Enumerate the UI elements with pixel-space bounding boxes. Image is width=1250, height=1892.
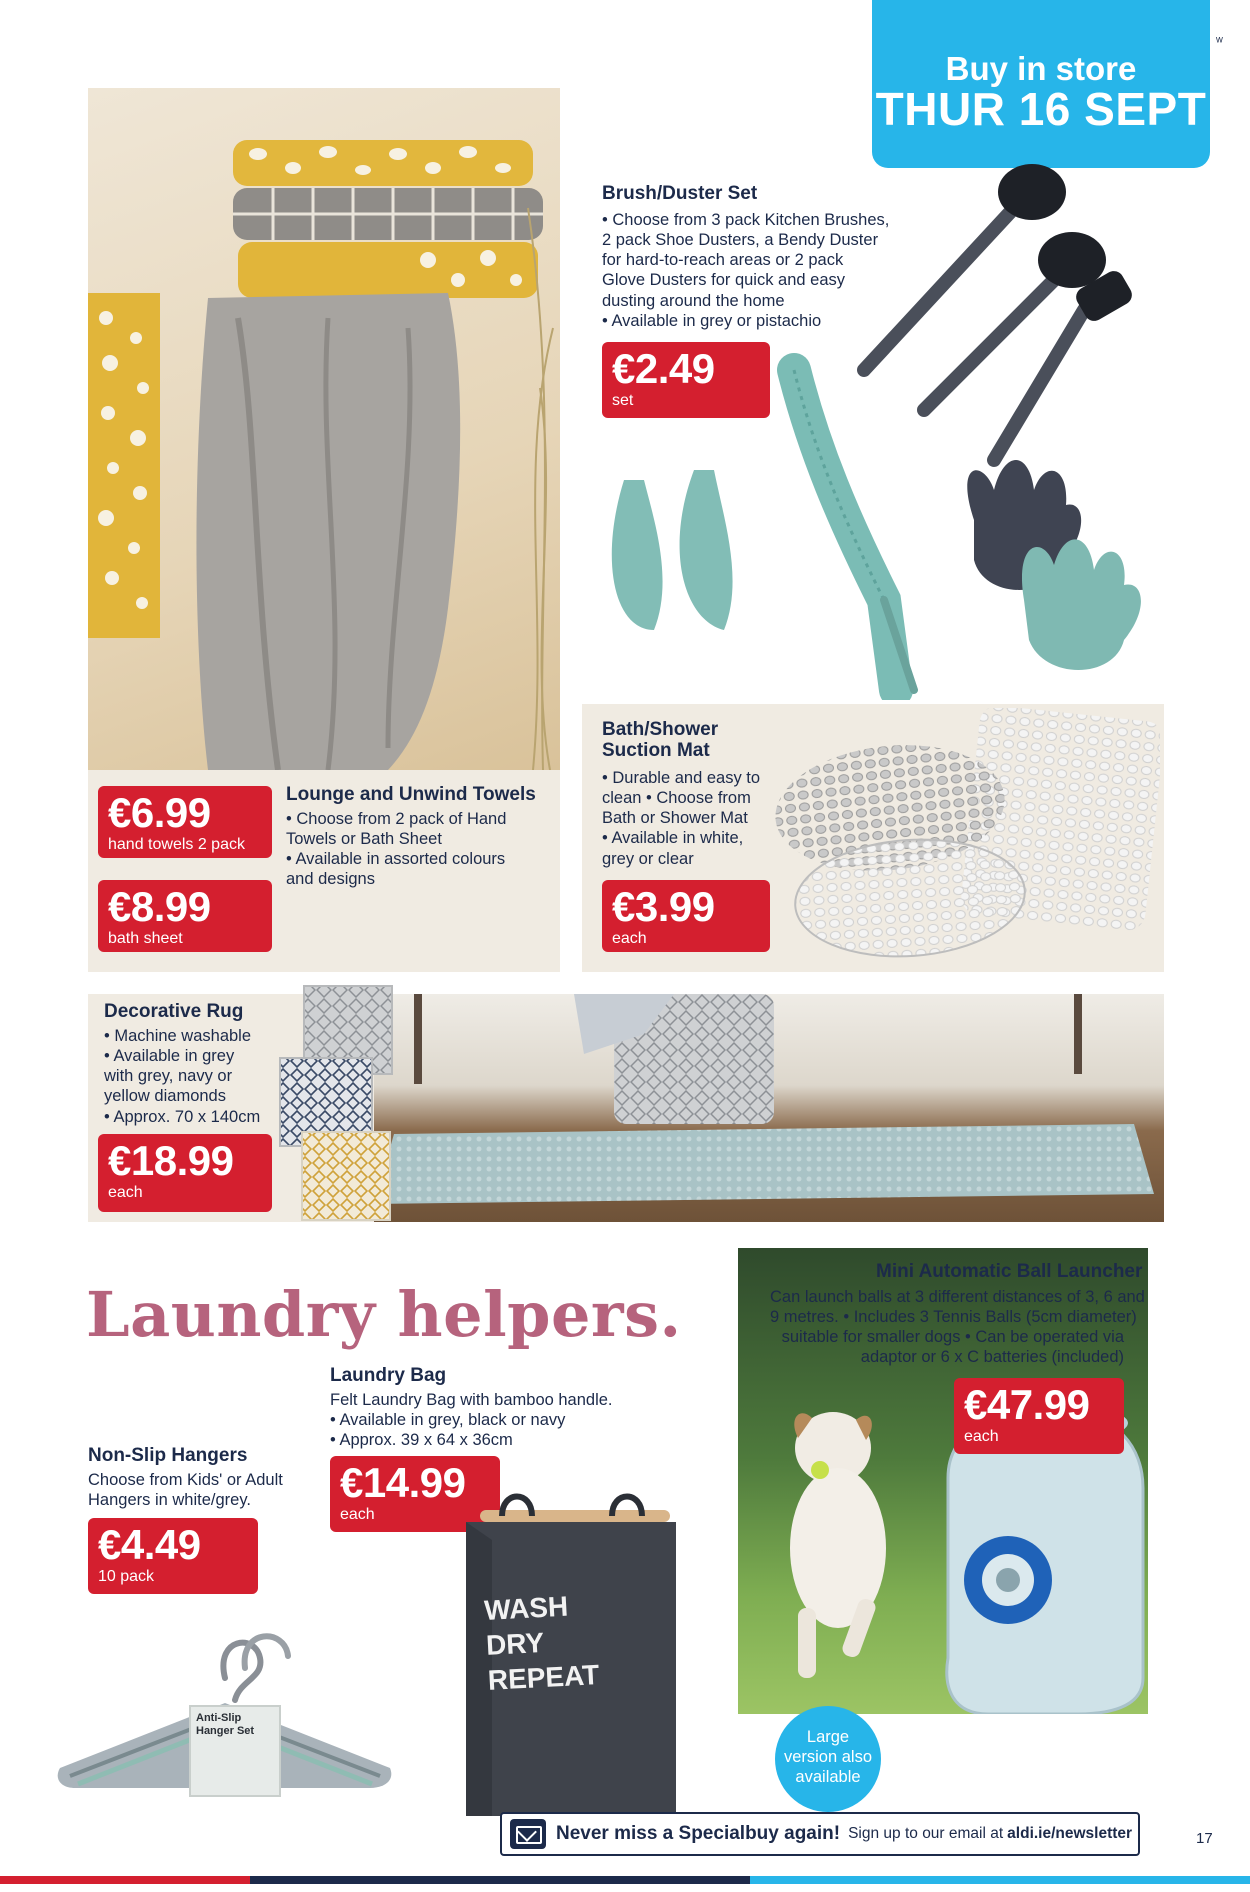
towels-hand-unit: hand towels 2 pack	[108, 836, 245, 853]
bag-print-text: WASH DRY REPEAT	[483, 1590, 601, 1696]
launcher-title: Mini Automatic Ball Launcher	[876, 1261, 1143, 1282]
rug-price: €18.99	[108, 1137, 234, 1184]
hangers-description: Choose from Kids' or Adult Hangers in white/grey.	[88, 1471, 283, 1510]
brush-description: • Choose from 3 pack Kitchen Brushes, 2 pack Shoe Dusters, a Bendy Duster for hard-to-reach areas or 2 pack Glove Dusters for quick and easy dusting around the home • Available in grey or pistachio	[602, 211, 890, 330]
footer-stripe-blue	[750, 1876, 1250, 1884]
rug-price-tag	[98, 1134, 272, 1212]
brush-unit: set	[612, 392, 634, 409]
hangers-price: €4.49	[98, 1521, 201, 1568]
mat-price-tag	[602, 880, 770, 952]
banner-date: THUR 16 SEPT	[875, 83, 1207, 135]
rug-sample-yellow	[298, 1128, 394, 1224]
towels-sheet-price-tag	[98, 880, 272, 952]
newsletter-headline: Never miss a Specialbuy again!	[556, 1823, 841, 1844]
towels-hand-price-tag	[98, 786, 272, 858]
newsletter-link[interactable]: aldi.ie/newsletter	[1007, 1825, 1133, 1842]
launcher-unit: each	[964, 1428, 999, 1445]
newsletter-banner[interactable]	[500, 1812, 1140, 1856]
mat-photo	[770, 708, 1160, 970]
rug-title: Decorative Rug	[104, 1001, 244, 1022]
launcher-price-tag	[954, 1378, 1124, 1454]
bag-description: Felt Laundry Bag with bamboo handle. • Available in grey, black or navy • Approx. 39 x 64 x 36cm	[330, 1391, 613, 1450]
mat-description: • Durable and easy to clean • Choose from Bath or Shower Mat • Available in white, grey or clear	[602, 769, 761, 868]
towels-hand-price: €6.99	[108, 789, 211, 836]
brush-price: €2.49	[612, 345, 715, 392]
rug-description: • Machine washable • Available in grey with grey, navy or yellow diamonds • Approx. 70 x 140cm	[104, 1027, 261, 1126]
bag-price: €14.99	[340, 1459, 466, 1506]
footer-stripe-red	[0, 1876, 250, 1884]
brush-price-tag	[602, 342, 770, 418]
launcher-description: Can launch balls at 3 different distances of 3, 6 and 9 metres. • Includes 3 Tennis Balls (5cm diameter) suitable for smaller dogs • Can be operated via adaptor or 6 x C batteries (included)	[770, 1288, 1145, 1367]
large-version-badge: Large version also available	[775, 1706, 881, 1812]
hangers-unit: 10 pack	[98, 1568, 155, 1585]
towels-photo	[88, 88, 560, 770]
bag-unit: each	[340, 1506, 375, 1523]
newsletter-text: Sign up to our email at	[848, 1825, 1004, 1842]
buy-in-store-banner	[872, 0, 1210, 168]
towels-title: Lounge and Unwind Towels	[286, 784, 536, 805]
mat-price: €3.99	[612, 883, 715, 930]
brush-title: Brush/Duster Set	[602, 183, 758, 204]
towels-description: • Choose from 2 pack of Hand Towels or Bath Sheet • Available in assorted colours and designs	[286, 810, 507, 889]
laundry-helpers-heading: Laundry helpers.	[86, 1278, 682, 1351]
mat-title: Bath/Shower Suction Mat	[602, 719, 719, 761]
towels-sheet-unit: bath sheet	[108, 930, 183, 947]
towels-sheet-price: €8.99	[108, 883, 211, 930]
footer-stripe-navy	[250, 1876, 750, 1884]
hanger-pack-label: Anti-Slip Hanger Set	[196, 1712, 255, 1737]
bag-title: Laundry Bag	[330, 1365, 447, 1386]
hangers-price-tag	[88, 1518, 258, 1594]
mail-icon	[510, 1819, 546, 1849]
mat-unit: each	[612, 930, 647, 947]
page-number: 17	[1196, 1830, 1213, 1847]
banner-line-1: Buy in store	[945, 50, 1137, 87]
rug-photo	[374, 994, 1164, 1222]
launcher-price: €47.99	[964, 1381, 1090, 1428]
rug-unit: each	[108, 1184, 143, 1201]
corner-mark: ᵂ	[1216, 36, 1223, 48]
hangers-image	[50, 1608, 400, 1808]
hangers-title: Non-Slip Hangers	[88, 1445, 248, 1466]
